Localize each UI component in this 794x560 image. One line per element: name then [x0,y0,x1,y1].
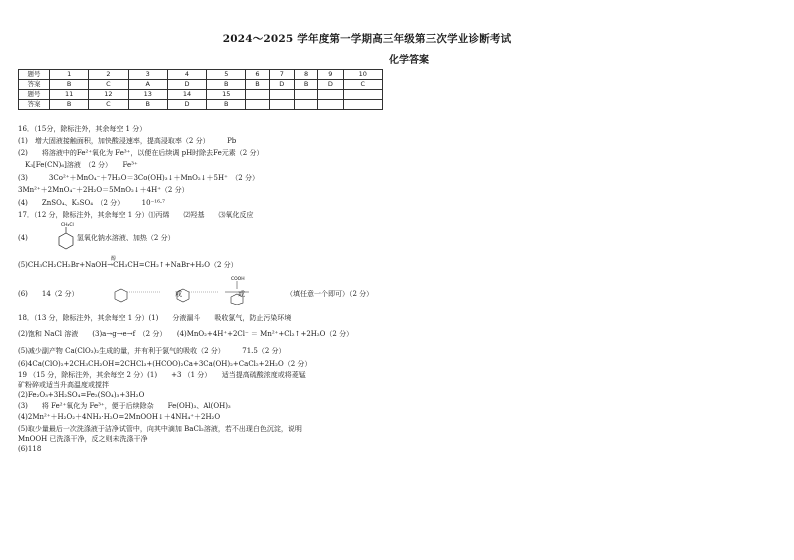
title-text: 2024～2025 学年度第一学期高三年级第三次学业诊断考试 [222,33,512,45]
answer-cell [318,90,343,100]
answer-cell: 7 [269,70,294,80]
answer-table-row [19,70,383,80]
q16-part4: (4) ZnSO₄、K₂SO₄ （2 分） 10⁻¹⁶·⁷ [18,199,165,207]
answer-cell: 2 [89,70,128,80]
answer-cell [269,100,294,110]
document-title [0,31,794,46]
answer-cell: 13 [128,90,167,100]
answer-cell: C [89,80,128,90]
q19-part5b: MnOOH 已洗涤干净，反之则未洗涤干净 [18,435,148,443]
answer-cell [295,90,318,100]
answer-cell: 12 [89,90,128,100]
q16-header: 16．（15分，除标注外，其余每空 1 分） [18,125,147,133]
answer-cell: 11 [50,90,89,100]
answer-cell: D [318,80,343,90]
row-header-cell: 答案 [19,80,50,90]
answer-cell: B [128,100,167,110]
answer-cell: C [89,100,128,110]
q19-part2: (2)Fe₂O₃+3H₂SO₄=Fe₂(SO₄)₃+3H₂O [18,391,145,399]
answer-cell: 5 [207,70,246,80]
q17-part6-note: （填任意一个即可）（2 分） [286,290,374,298]
q16-part2b: K₃[Fe(CN)₆]溶液 （2 分） Fe³⁺ [18,161,138,169]
answer-cell [318,100,343,110]
q19-header: 19 （15 分，除标注外，其余每空 2 分）(1) +3 （1 分） 适当提高硫酸浓度或将菱锰 [18,371,306,379]
answer-cell: 9 [318,70,343,80]
answer-cell [269,90,294,100]
q17-part6: (6) 14（2 分） [18,290,79,298]
answer-cell: B [50,80,89,90]
answer-cell [246,100,269,110]
q17-part6-options: 或 或 [175,290,245,298]
q18-header: 18．（13 分，除标注外，其余每空 1 分）(1) 分液漏斗 吸收氯气，防止污染环境 [18,314,292,322]
answer-cell: 8 [295,70,318,80]
answer-cell: 14 [167,90,206,100]
answer-cell: 4 [167,70,206,80]
answer-cell: B [50,100,89,110]
answer-cell: C [343,80,382,90]
reaction-condition: 醇 [111,256,117,262]
answer-cell [295,100,318,110]
q19-part4: (4)2Mn²⁺＋H₂O₂＋4NH₃·H₂O=2MnOOH↓＋4NH₄⁺＋2H₂O [18,413,221,421]
cooh-label: COOH [231,277,245,282]
q19-part6: (6)118 [18,445,42,453]
document-subtitle [0,51,794,66]
answer-table-row [19,80,383,90]
q19-part1b: 矿粉碎或适当升高温度或搅拌 [18,381,109,389]
answer-cell: 6 [246,70,269,80]
answer-cell: B [207,100,246,110]
answer-cell: B [246,80,269,90]
answer-cell [246,90,269,100]
subtitle-text: 化学答案 [389,55,429,66]
ch2cl-label: CH₂Cl [61,223,74,228]
answer-table [18,69,383,110]
answer-cell [343,90,382,100]
row-header-cell: 题号 [19,70,50,80]
q18-part6: (6)4Ca(ClO)₂+2CH₃CH₂OH=2CHCl₃+(HCOO)₂Ca+3Ca(OH)₂+CaCl₂+2H₂O（2 分） [18,360,312,368]
answer-cell: 10 [343,70,382,80]
answer-cell [343,100,382,110]
row-header-cell: 答案 [19,100,50,110]
q17-header: 17．（12 分，除标注外，其余每空 1 分）⑴丙烯 ⑵羟基 ⑶氧化反应 [18,211,254,219]
row-header-cell: 题号 [19,90,50,100]
answer-cell: 3 [128,70,167,80]
answer-cell: A [128,80,167,90]
q16-part1: (1) 增大固液接触面积，加快酸浸速率，提高浸取率（2 分） Pb [18,137,237,145]
q19-part5: (5)取少量最后一次洗涤液于洁净试管中，向其中滴加 BaCl₂溶液，若不出现白色沉淀，说明 [18,425,302,433]
answer-cell: 1 [50,70,89,80]
answer-table-row [19,100,383,110]
q16-part3b: 3Mn²⁺＋2MnO₄⁻＋2H₂O＝5MnO₂↓＋4H⁺（2 分） [18,186,189,194]
answer-cell: 15 [207,90,246,100]
answer-cell: D [167,100,206,110]
answer-cell: D [167,80,206,90]
q16-part2: (2) 将溶液中的Fe²⁺氧化为 Fe³⁺，以便在后续调 pH时除去Fe元素（2 分） [18,149,264,157]
answer-cell: D [269,80,294,90]
answer-cell: B [295,80,318,90]
answer-cell: B [207,80,246,90]
q18-part2-4: (2)饱和 NaCl 溶液 (3)a→g→e→f （2 分） (4)MnO₂+4H⁺+2Cl⁻ ＝ Mn²⁺+Cl₂↑+2H₂O（2 分） [18,330,354,338]
q18-part5: (5)减少副产物 Ca(ClO₃)₂生成的量，并有利于氯气的吸收（2 分） 71.5（2 分） [18,347,286,355]
answer-table-row [19,90,383,100]
q16-part3: (3) 3Co²⁺＋MnO₄⁻＋7H₂O＝3Co(OH)₃↓＋MnO₂↓＋5H⁺ （2 分） [18,174,259,182]
q19-part3: (3) 将 Fe²⁺氧化为 Fe³⁺，便于后续除杂 Fe(OH)₃、Al(OH)₃ [18,402,231,410]
q17-part4: (4) 氢氧化钠水溶液、加热（2 分） [18,234,175,242]
q17-part5: (5)CH₃CH₂CH₂Br+NaOH→CH₃CH=CH₂↑+NaBr+H₂O（2 分） [18,261,238,269]
